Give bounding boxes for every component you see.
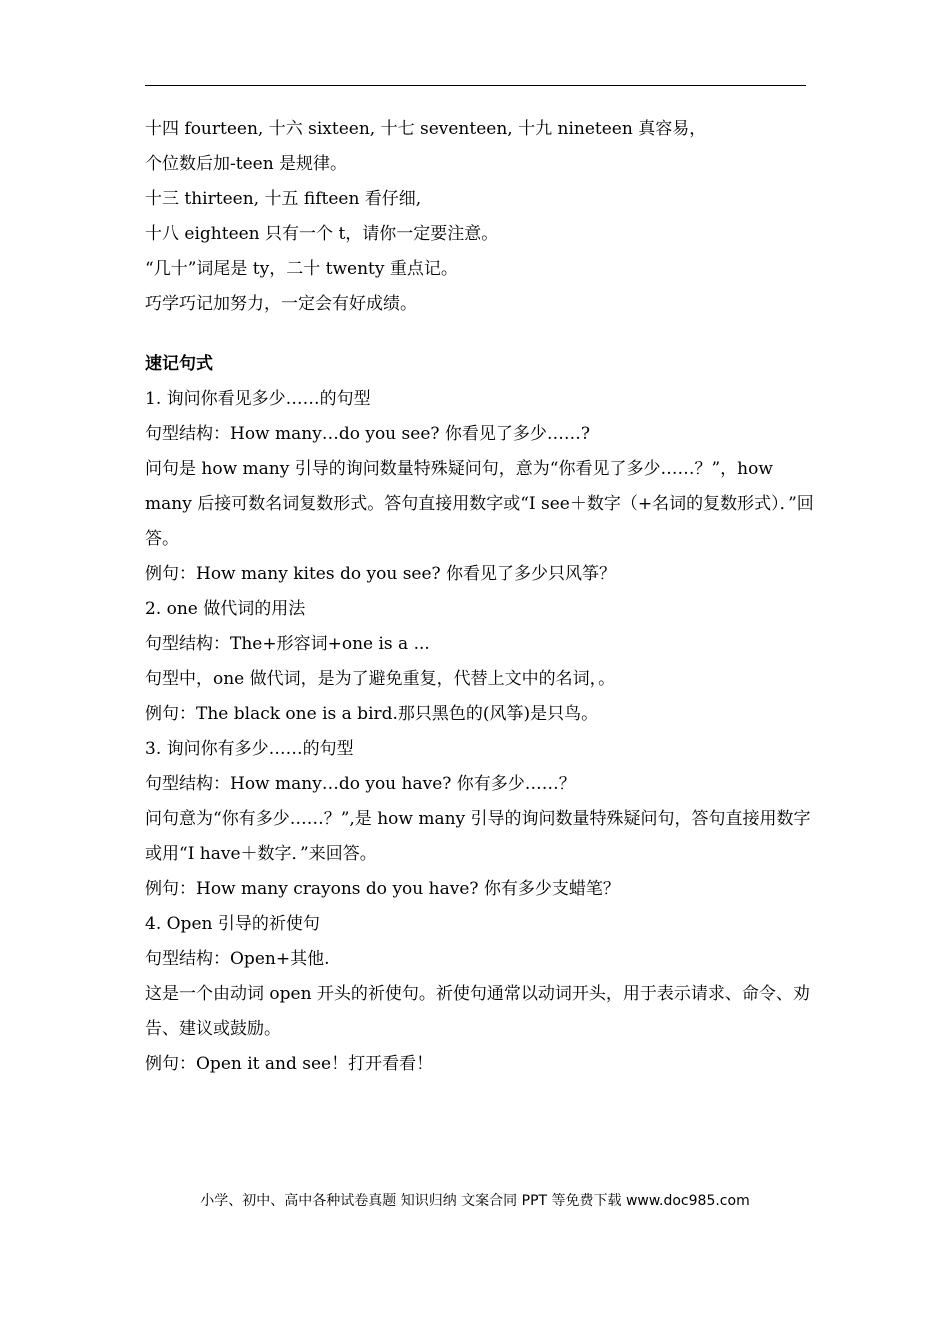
rhyme-line: 个位数后加-teen 是规律。 [145, 154, 348, 174]
spacer [145, 322, 815, 347]
item-example: 例句：Open it and see！打开看看！ [145, 1054, 434, 1074]
item-heading: 1. 询问你看见多少……的句型 [145, 389, 371, 409]
header-rule [145, 85, 806, 86]
footer-text: 小学、初中、高中各种试卷真题 知识归纳 文案合同 PPT 等免费下载 www.doc985.com [200, 1193, 750, 1209]
item-1 [145, 382, 815, 592]
rhyme-line: 十四 fourteen, 十六 sixteen, 十七 seventeen, 十九 nineteen 真容易， [145, 119, 707, 139]
item-explanation: 问句是 how many 引导的询问数量特殊疑问句，意为“你看见了多少……？”，how many 后接可数名词复数形式。答句直接用数字或“I see＋数字（+名词的复数形式）．”回答。 [145, 459, 814, 549]
item-2 [145, 592, 815, 732]
item-explanation: 问句意为“你有多少……？”,是 how many 引导的询问数量特殊疑问句，答句直接用数字或用“I have＋数字．”来回答。 [145, 809, 811, 864]
item-example: 例句：The black one is a bird.那只黑色的(风筝)是只鸟。 [145, 704, 599, 724]
item-4 [145, 907, 815, 1082]
item-structure: 句型结构：How many…do you see? 你看见了多少……? [145, 424, 591, 444]
document-body [145, 112, 815, 1082]
rhyme-line: 巧学巧记加努力，一定会有好成绩。 [145, 294, 417, 314]
item-heading: 2. one 做代词的用法 [145, 599, 306, 619]
item-3 [145, 732, 815, 907]
item-explanation: 这是一个由动词 open 开头的祈使句。祈使句通常以动词开头，用于表示请求、命令、劝告、建议或鼓励。 [145, 984, 810, 1039]
rhyme-block [145, 112, 815, 322]
rhyme-line: “几十”词尾是 ty，二十 twenty 重点记。 [145, 259, 458, 279]
section-title: 速记句式 [145, 354, 213, 374]
item-example: 例句：How many kites do you see? 你看见了多少只风筝？ [145, 564, 617, 584]
item-heading: 3. 询问你有多少……的句型 [145, 739, 354, 759]
item-heading: 4. Open 引导的祈使句 [145, 914, 320, 934]
rhyme-line: 十三 thirteen, 十五 fifteen 看仔细, [145, 189, 422, 209]
item-structure: 句型结构：The+形容词+one is a ... [145, 634, 430, 654]
rhyme-line: 十八 eighteen 只有一个 t，请你一定要注意。 [145, 224, 499, 244]
item-example: 例句：How many crayons do you have? 你有多少支蜡笔？ [145, 879, 620, 899]
item-explanation: 句型中，one 做代词，是为了避免重复，代替上文中的名词，。 [145, 669, 616, 689]
item-structure: 句型结构：How many…do you have? 你有多少……？ [145, 774, 576, 794]
item-structure: 句型结构：Open+其他. [145, 949, 330, 969]
